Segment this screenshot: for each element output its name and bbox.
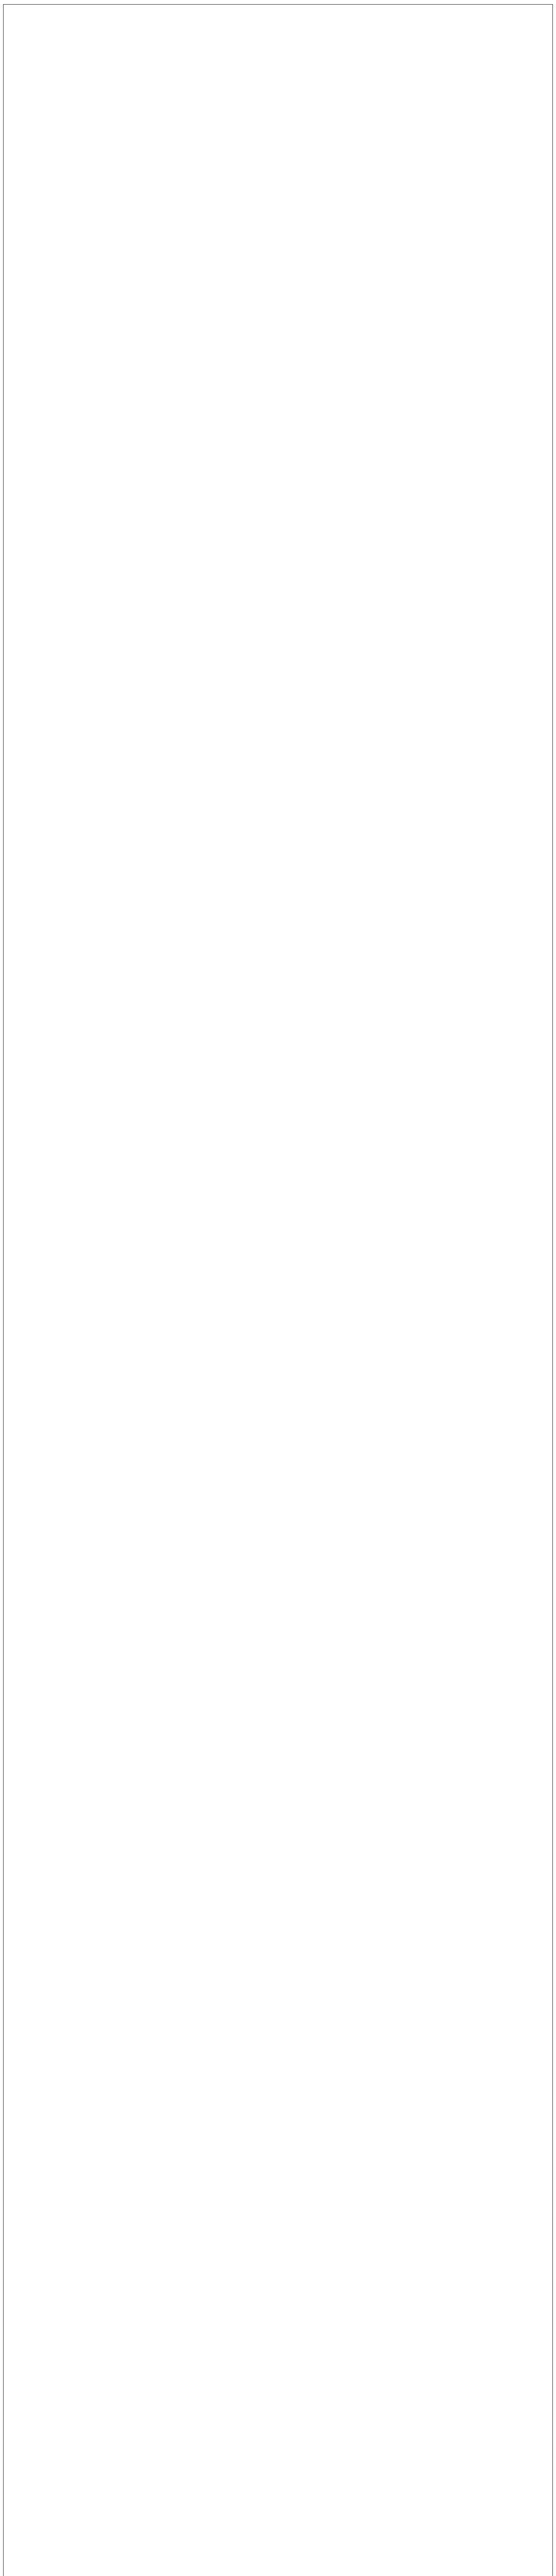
complaint-table <box>3 4 553 2576</box>
